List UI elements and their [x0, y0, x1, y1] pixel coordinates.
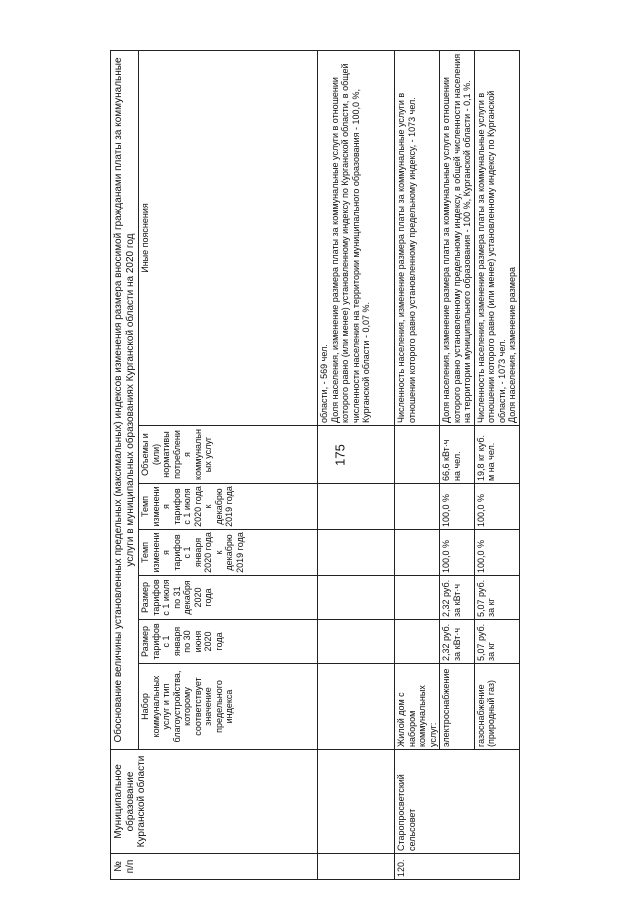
- tariff-index-table: [110, 50, 520, 880]
- cell: [395, 576, 440, 620]
- rate-jul-cell: 100,0 %: [474, 484, 519, 530]
- table-row-continued: [318, 51, 395, 880]
- table-title-row: [111, 51, 139, 880]
- cell: [318, 750, 395, 854]
- cell: [318, 576, 395, 620]
- rotated-table-wrapper: [110, 50, 580, 880]
- tariff-h1-cell: 5,07 руб. за кг: [474, 620, 519, 664]
- cell: [318, 664, 395, 750]
- cell: [395, 620, 440, 664]
- header-number: № п/п: [111, 854, 318, 880]
- service-name: газоснабжение (природный газ): [474, 664, 519, 750]
- cell: [318, 854, 395, 880]
- header-tariff-h1: Размер тарифов с 1 января по 30 июня 2020 года: [139, 620, 318, 664]
- tariff-h2-cell: 2,32 руб. за кВт·ч: [440, 576, 475, 620]
- cell: [318, 530, 395, 576]
- notes-cell: Численность населения, изменение размера платы за коммунальные услуги в отношении которого равно (или менее) установленному индексу по Курганской области, - 1073 чел. Доля населения, изменение размера: [474, 51, 519, 426]
- header-rate-jan: Темп изменения тарифов с 1 января 2020 года к декабрю 2019 года: [139, 530, 318, 576]
- header-notes: Иные пояснения: [139, 51, 318, 426]
- entry-number: 120.: [395, 854, 520, 880]
- table-row: [395, 51, 440, 880]
- page-number: 175: [332, 444, 348, 466]
- cell: [318, 620, 395, 664]
- header-tariff-h2: Размер тарифов с 1 июля по 31 декабря 2020 года: [139, 576, 318, 620]
- set-notes-cell: Численность населения, изменение размера платы за коммунальные услуги в отношении которого равно установленному предельному индексу, - 1073 чел.: [395, 51, 440, 426]
- entry-municipality: Старопросветский сельсовет: [395, 750, 520, 854]
- volume-cell: 19,8 кг куб. м на чел.: [474, 426, 519, 484]
- volume-cell: 66,6 кВт·ч на чел.: [440, 426, 475, 484]
- header-volume: Объемы и (или) нормативы потребления коммунальных услуг: [139, 426, 318, 484]
- rate-jan-cell: 100,0 %: [440, 530, 475, 576]
- rate-jul-cell: 100,0 %: [440, 484, 475, 530]
- rate-jan-cell: 100,0 %: [474, 530, 519, 576]
- service-set-name: Жилой дом с набором коммунальных услуг:: [395, 664, 440, 750]
- rotated-table-area: [110, 50, 580, 880]
- header-municipality: Муниципальное образование Курганской области: [111, 750, 318, 854]
- cell: [318, 426, 395, 484]
- cell: [395, 530, 440, 576]
- cell: [395, 484, 440, 530]
- cell: [395, 426, 440, 484]
- prev-notes-cell: области, - 569 чел. Доля населения, изменение размера платы за коммунальные услуги в отношении которого равно (или менее) установленному индексу по Курганской области, в общей численности населения на территории муниципального образования - 100,0 %, Курганской области - 0,07 %.: [318, 51, 395, 426]
- tariff-h2-cell: 5,07 руб. за кг: [474, 576, 519, 620]
- table-title: Обоснование величины установленных предельных (максимальных) индексов изменения размера вносимой гражданами платы за коммунальные услуги в муниципальных образованиях Курганской области на 2020 год: [111, 51, 139, 750]
- service-name: электроснабжение: [440, 664, 475, 750]
- notes-cell: Доля населения, изменение размера платы за коммунальные услуги в отношении которого равно установленному предельному индексу, в общей численности населения на территории муниципального образования - 100 %, Курганской области - 0,1 %.: [440, 51, 475, 426]
- cell: [318, 484, 395, 530]
- tariff-h1-cell: 2,32 руб. за кВт·ч: [440, 620, 475, 664]
- header-rate-jul: Темп изменения тарифов с 1 июля 2020 года к декабрю 2019 года: [139, 484, 318, 530]
- header-service-set: Набор коммунальных услуг и тип благоустройства, которому соответствует значение предельного индекса: [139, 664, 318, 750]
